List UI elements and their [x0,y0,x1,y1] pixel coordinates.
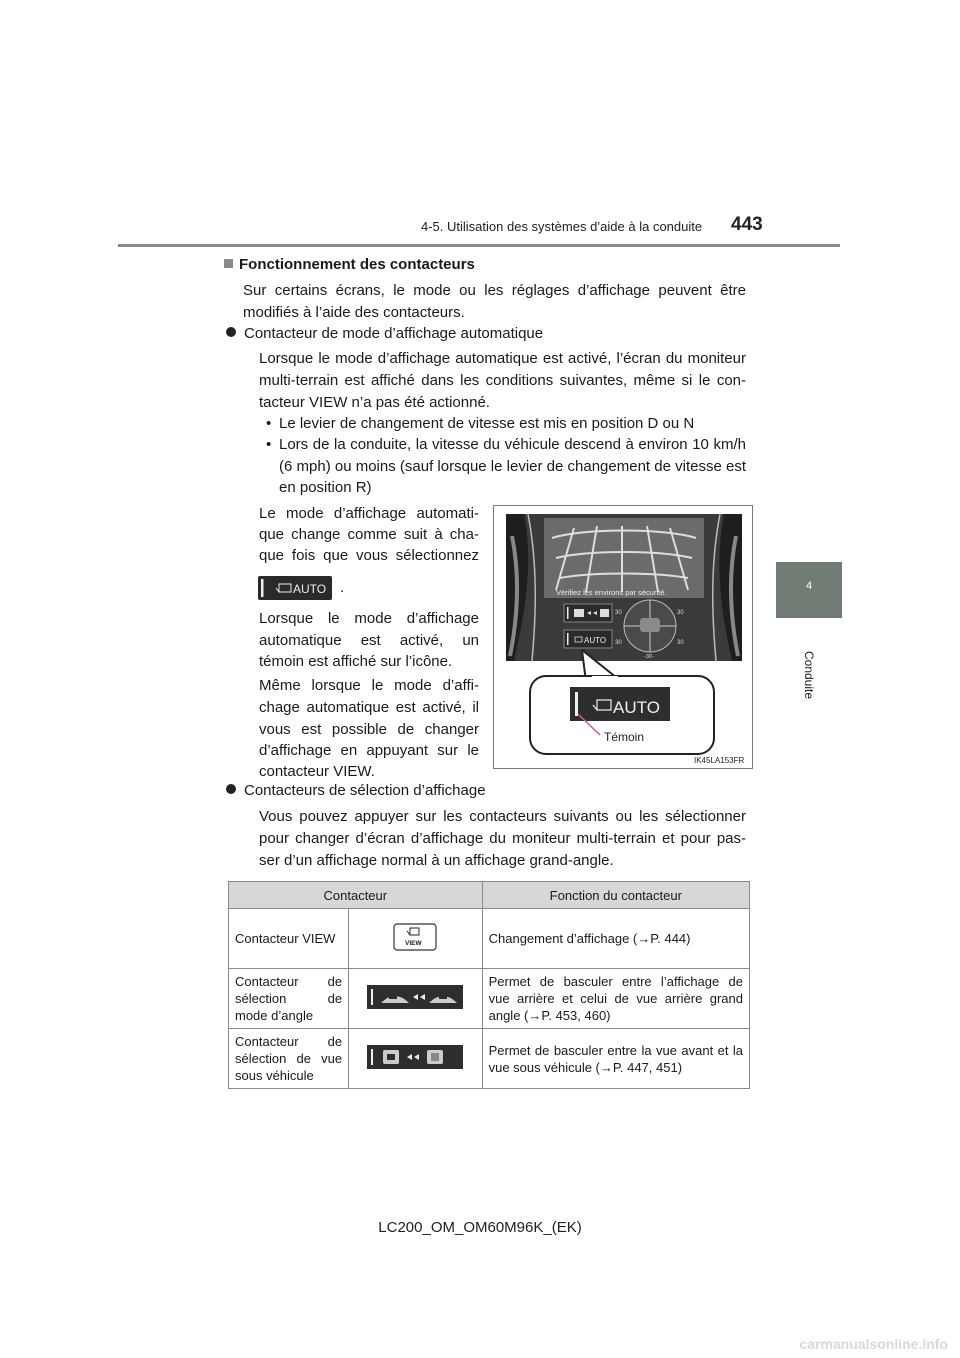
svg-text:Témoin: Témoin [604,730,645,744]
table-header-row [229,882,750,909]
auto-para-line-2: multi-terrain est affiché dans les conditions suivantes, même si le con- [259,372,746,389]
page-number: 443 [731,214,763,235]
table-header-function: Fonction du contacteur [482,882,749,909]
after-icon-period: . [340,579,345,596]
round-bullet-icon [226,784,236,794]
left-c-line-1: Même lorsque le mode d’affi- [259,677,479,694]
section-heading: Fonctionnement des contacteurs [224,254,475,276]
svg-text:30: 30 [615,640,622,646]
switch-function-cell: Permet de basculer entre la vue avant et la vue sous véhicule (→P. 447, 451) [482,1029,749,1089]
auto-para-line-1: Lorsque le mode d’affichage automatique est activé, l’écran du moniteur [259,350,746,367]
angle-mode-switch-icon [349,969,483,1029]
intro-line-2: modifiés à l’aide des contacteurs. [243,304,465,321]
watermark: carmanualsonline.info [799,1336,948,1352]
left-b-line-3: témoin est affiché sur l’icône. [259,653,453,670]
svg-text:AUTO: AUTO [613,698,660,717]
svg-text:AUTO: AUTO [293,582,327,596]
section-title: 4-5. Utilisation des systèmes d’aide à la conduite [421,219,703,234]
underfloor-view-switch-icon [349,1029,483,1089]
selection-switches-heading: Contacteurs de sélection d’affichage [226,780,486,802]
left-a-line-3: que fois que vous sélectionnez [259,547,479,564]
select-para-line-2: pour changer d’écran d’affichage du moniteur multi-terrain et pour pas- [259,830,746,847]
switch-name-cell: Contacteur de sélection de mode d’angle [229,969,349,1029]
auto-switch-icon [258,576,332,600]
left-b-line-2: automatique est activé, un [259,632,479,649]
svg-text:-30-: -30- [644,654,654,660]
svg-text:30: 30 [615,610,622,616]
table-row [229,969,750,1029]
intro-line-1: Sur certains écrans, le mode ou les réglages d’affichage peuvent être [243,282,746,299]
multi-terrain-monitor-figure [493,505,753,769]
switch-name-cell: Contacteur de sélection de vue sous véhicule [229,1029,349,1089]
switch-function-table [228,881,750,1089]
switch-function-cell: Changement d’affichage (→P. 444) [482,909,749,969]
svg-text:VIEW: VIEW [405,939,422,947]
round-bullet-icon [226,327,236,337]
chapter-number: 4 [805,580,813,592]
switch-function-cell: Permet de basculer entre l’affichage de vue arrière et celui de vue arrière grand angle (→P. 453, 460) [482,969,749,1029]
auto-para-line-3: tacteur VIEW n’a pas été actionné. [259,394,490,411]
model-code-footer: LC200_OM_OM60M96K_(EK) [378,1219,582,1236]
table-row [229,909,750,969]
left-c-line-5: contacteur VIEW. [259,763,375,780]
header-rule [118,244,840,247]
table-row [229,1029,750,1089]
left-a-line-1: Le mode d’affichage automati- [259,505,479,522]
condition-item-2: • Lors de la conduite, la vitesse du véhicule descend à environ 10 km/h (6 mph) ou moins (sauf lorsque le levier de changement de vitesse est en position R) [266,436,746,496]
view-switch-icon [349,909,483,969]
left-a-line-2: que change comme suit à cha- [259,526,479,543]
chapter-label: Conduite [802,650,816,700]
svg-text:AUTO: AUTO [584,636,607,645]
svg-text:IK45LA153FR: IK45LA153FR [694,756,745,765]
select-para-line-1: Vous pouvez appuyer sur les contacteurs suivants ou les sélectionner [259,808,746,825]
left-c-line-2: chage automatique est activé, il [259,699,479,716]
square-bullet-icon [224,259,233,268]
switch-name-cell: Contacteur VIEW [229,909,349,969]
left-c-line-4: d’affichage en appuyant sur le [259,742,479,759]
svg-text:30: 30 [677,640,684,646]
auto-mode-heading: Contacteur de mode d’affichage automatique [226,323,543,345]
chapter-label-box [770,640,848,710]
table-header-switch: Contacteur [229,882,483,909]
left-c-line-3: vous est possible de changer [259,721,479,738]
svg-text:Vérifiez les environs par sécu: Vérifiez les environs par sécurité. [556,588,667,597]
svg-text:30: 30 [677,610,684,616]
select-para-line-3: ser d’un affichage normal à un affichage grand-angle. [259,852,614,869]
left-b-line-1: Lorsque le mode d’affichage [259,610,479,627]
condition-item-1: • Le levier de changement de vitesse est mis en position D ou N [266,415,695,432]
